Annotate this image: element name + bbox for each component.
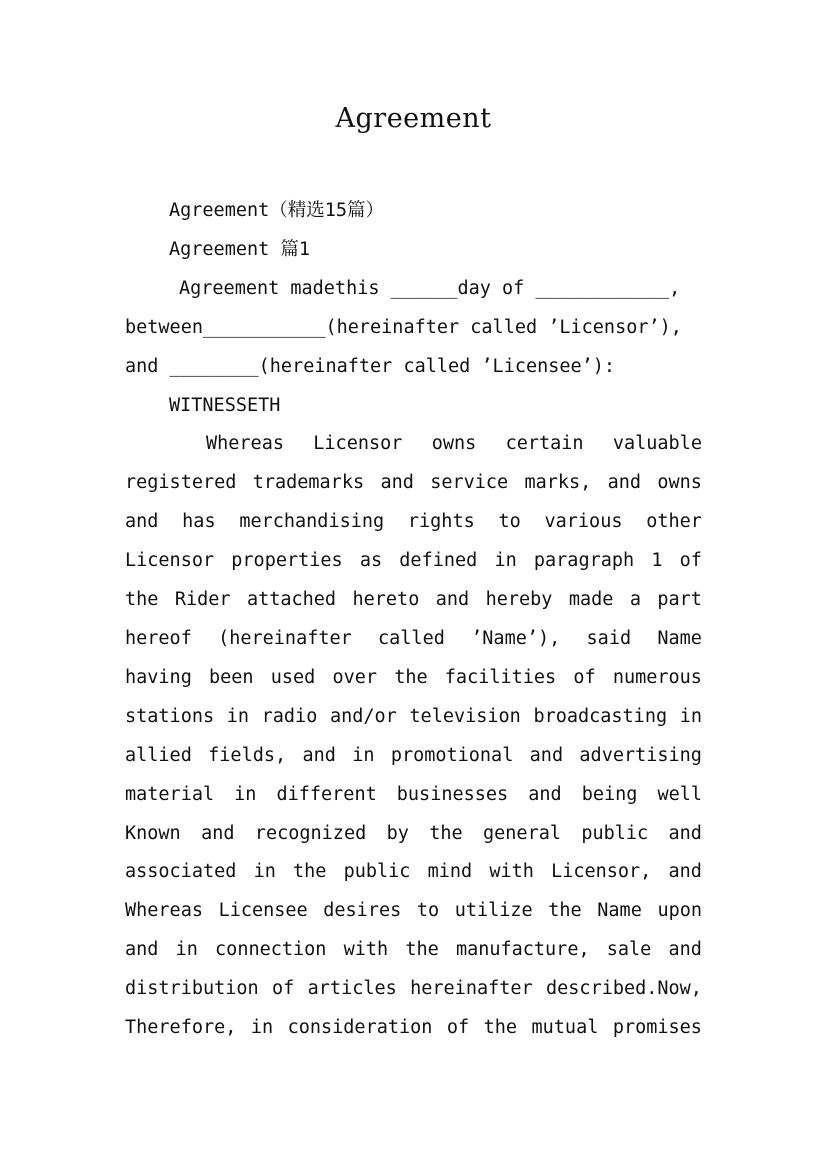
body-word: being [581, 783, 638, 805]
body-word: connection [215, 939, 327, 961]
body-word: and [668, 822, 702, 844]
body-word: recognized [254, 822, 367, 844]
body-word: different [276, 783, 377, 805]
body-word: advertising [579, 744, 702, 766]
body-word: 1 [651, 550, 663, 572]
body-word: radio [261, 705, 318, 727]
body-word: used [270, 666, 316, 688]
body-word: Licensee [218, 900, 308, 922]
body-word: other [646, 511, 702, 533]
body-word: various [544, 511, 623, 533]
body-word: called [378, 627, 445, 649]
body-word: part [657, 589, 702, 611]
document-title: Agreement [335, 103, 492, 134]
body-word: valuable [612, 433, 702, 455]
body-line [125, 815, 702, 854]
body-word: and [125, 939, 159, 961]
body-word: and/or [329, 705, 397, 727]
body-word: public [343, 861, 411, 883]
body-word: in [352, 744, 375, 766]
body-word: as [359, 550, 383, 572]
body-word: and [302, 744, 336, 766]
body-word: and [125, 511, 159, 533]
body-word: Licensor [125, 550, 215, 572]
body-word: attached [246, 589, 337, 611]
body-line [125, 464, 702, 503]
body-line [125, 581, 702, 620]
body-word: allied [125, 744, 192, 766]
body-line [125, 737, 702, 776]
body-word: having [125, 666, 192, 688]
body-paragraph [125, 425, 702, 1048]
body-line [125, 503, 702, 542]
body-word: owns [431, 433, 477, 455]
body-word: properties [231, 550, 343, 572]
body-line [125, 1009, 702, 1048]
body-line [125, 853, 702, 892]
body-word: the [394, 666, 428, 688]
body-word: the [483, 1017, 518, 1039]
body-word: paragraph [533, 550, 635, 572]
body-word: and [528, 783, 562, 805]
body-word: businesses [396, 783, 509, 805]
body-word: and [435, 589, 470, 611]
body-line [125, 892, 702, 931]
body-word: service [430, 472, 509, 494]
body-word: over [332, 666, 378, 688]
body-word: Name [597, 900, 642, 922]
body-word: general [483, 822, 561, 844]
body-word: Whereas [125, 900, 203, 922]
body-word: has [182, 511, 216, 533]
body-word: the [405, 939, 439, 961]
body-word: Licensor, [551, 861, 652, 883]
body-word: and [668, 861, 702, 883]
body-word: and [607, 472, 642, 494]
body-word: in [679, 705, 702, 727]
body-word: in [175, 939, 198, 961]
body-line [125, 659, 702, 698]
body-word: with [343, 939, 389, 961]
body-word: broadcasting [533, 705, 668, 727]
body-word: television [409, 705, 521, 727]
body-word: hereto [352, 589, 420, 611]
body-word: the [293, 861, 327, 883]
body-word: facilities [444, 666, 557, 688]
body-word: in [253, 861, 276, 883]
body-word: owns [657, 472, 702, 494]
body-word: of [573, 666, 596, 688]
body-word: Name [657, 627, 702, 649]
body-word: Whereas [206, 433, 284, 455]
body-word: of [679, 550, 702, 572]
body-word: the [429, 822, 463, 844]
body-word: mutual [531, 1017, 599, 1039]
body-word: promotional [390, 744, 514, 766]
witnesseth-heading: WITNESSETH [169, 394, 281, 416]
body-word: of [272, 978, 295, 1000]
body-word: public [581, 822, 649, 844]
body-line [125, 542, 702, 581]
body-word: of [446, 1017, 470, 1039]
body-word: rights [407, 511, 475, 533]
body-word: distribution [125, 978, 259, 1000]
body-line [125, 776, 702, 815]
body-word: Known [125, 822, 181, 844]
body-word: merchandising [239, 511, 385, 533]
body-word: to [416, 900, 440, 922]
body-word: and [201, 822, 235, 844]
body-word: a [629, 589, 641, 611]
body-word: sale [606, 939, 652, 961]
body-word: and [529, 744, 564, 766]
body-word: Rider [174, 589, 231, 611]
body-line [125, 425, 702, 464]
body-word: consideration [287, 1017, 433, 1039]
body-word: with [489, 861, 534, 883]
intro-paragraph [125, 270, 702, 387]
body-line [125, 698, 702, 737]
body-word: in [226, 705, 250, 727]
body-word: and [380, 472, 414, 494]
body-word: in [250, 1017, 274, 1039]
body-word: manufacture, [455, 939, 590, 961]
body-word: (hereinafter [218, 627, 352, 649]
intro-line: and ________(hereinafter called ’Licensee’): [125, 355, 616, 377]
body-word: promises [612, 1017, 702, 1039]
body-word: described.Now, [546, 978, 702, 1000]
body-word: Therefore, [125, 1017, 237, 1039]
body-word: desires [323, 900, 402, 922]
body-word: trademarks [252, 472, 365, 494]
body-word: utilize [454, 900, 533, 922]
body-word: upon [657, 900, 702, 922]
body-word: in [234, 783, 257, 805]
subtitle: Agreement（精选15篇） [169, 200, 385, 221]
body-line [125, 931, 702, 970]
body-word: made [568, 589, 614, 611]
body-word: defined [399, 550, 478, 572]
body-word: by [386, 822, 409, 844]
body-word: stations [125, 705, 215, 727]
body-word: the [125, 589, 159, 611]
body-word: certain [505, 433, 584, 455]
body-word: hereinafter [410, 978, 533, 1000]
body-word: hereof [125, 627, 192, 649]
intro-line: between___________(hereinafter called ’Licensor’), [125, 316, 682, 338]
body-word: to [498, 511, 521, 533]
body-word: in [494, 550, 517, 572]
body-word: numerous [612, 666, 702, 688]
body-word: been [209, 666, 254, 688]
body-word: registered [125, 472, 237, 494]
body-word: associated [125, 861, 237, 883]
body-line [125, 620, 702, 659]
document-body [125, 192, 702, 1048]
body-word: well [657, 783, 702, 805]
body-word: Licensor [313, 433, 403, 455]
body-word: said [586, 627, 632, 649]
body-word: material [125, 783, 215, 805]
section-heading: Agreement 篇1 [169, 238, 311, 260]
body-word: fields, [208, 744, 287, 766]
body-word: mind [427, 861, 473, 883]
intro-line: Agreement madethis ______day of ____________, [179, 277, 681, 299]
body-word: hereby [485, 589, 553, 611]
body-line [125, 970, 702, 1009]
body-word: and [668, 939, 702, 961]
body-word: the [548, 900, 582, 922]
body-word: articles [307, 978, 397, 1000]
body-word: marks, [524, 472, 592, 494]
body-word: ’Name’), [471, 627, 561, 649]
